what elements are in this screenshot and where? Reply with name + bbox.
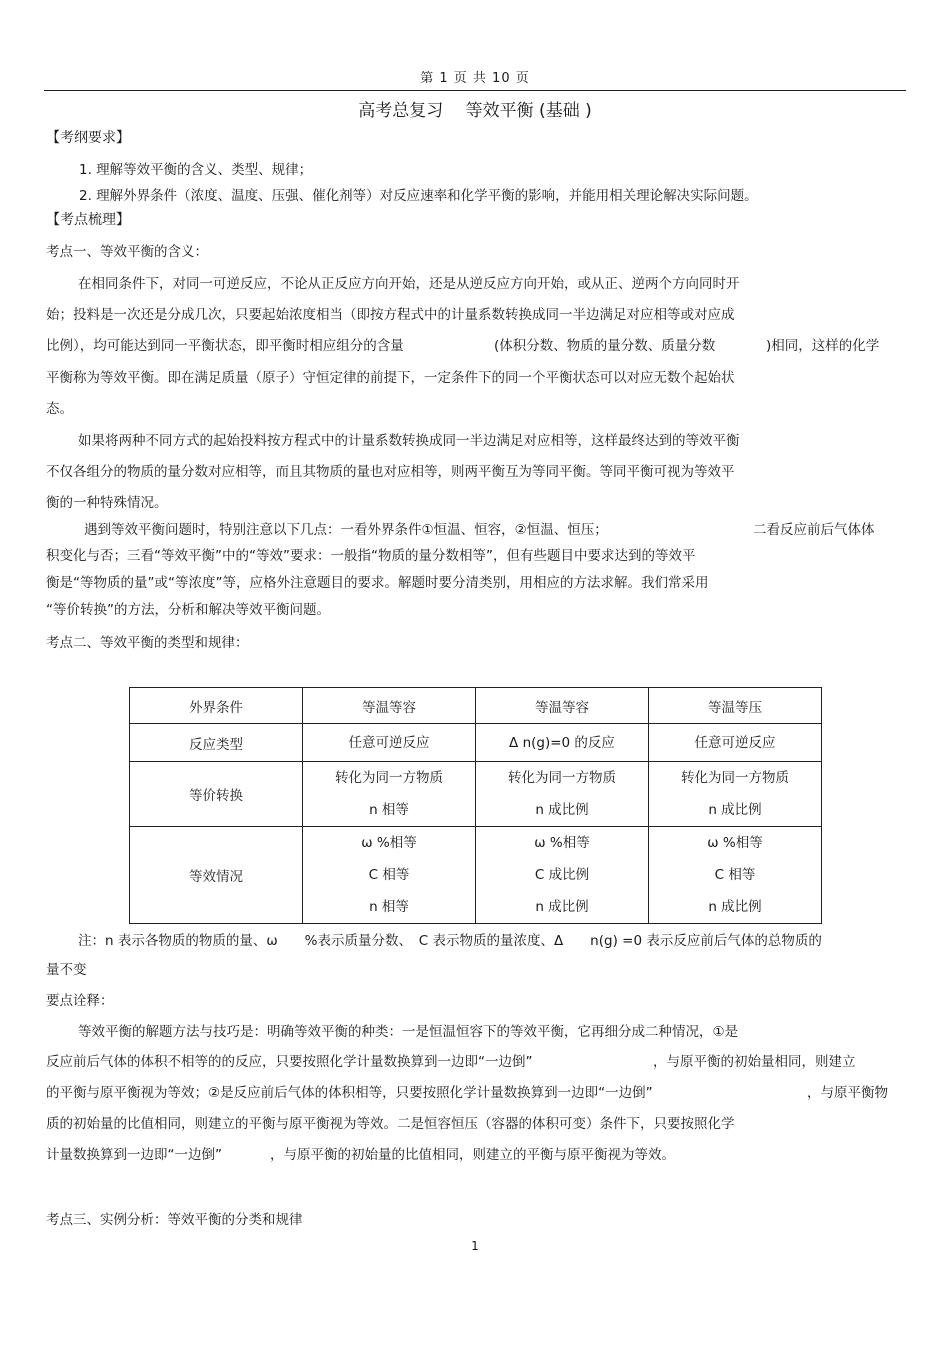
paragraph-line: (体积分数、物质的量分数、质量分数 [494,338,716,354]
cell-line: Δ n(g)=0 的反应 [509,734,615,751]
paragraph-line: 衡的一种特殊情况。 [46,495,168,511]
syllabus-item: 1. 理解等效平衡的含义、类型、规律； [79,162,313,178]
table-note: 注：n 表示各物质的物质的量、ω %表示质量分数、 C 表示物质的量浓度、Δ n(g) =0 表示反应前后气体的总物质的 [78,933,822,949]
cell-line: 转化为同一方物质 [508,770,616,786]
cell-line: n 相等 [369,899,409,915]
table-cell [303,762,476,827]
paragraph-line: ，与原平衡的初始量的比值相同，则建立的平衡与原平衡视为等效。 [270,1147,675,1163]
paragraph-line: ，与原平衡的初始量相同，则建立 [653,1054,856,1070]
row-label: 等效情况 [130,827,303,924]
paragraph-line: )相同，这样的化学 [766,338,880,354]
cell-line: n 成比例 [535,802,589,818]
paragraph-line: 的平衡与原平衡视为等效；②是反应前后气体的体积相等，只要按照化学计量数换算到一边即“一边倒” [46,1085,653,1101]
cell-line: 任意可逆反应 [694,734,776,751]
table-cell [476,724,649,762]
cell-line: 任意可逆反应 [348,734,430,751]
table-row [130,762,822,827]
cell-line: n 成比例 [535,899,589,915]
page-indicator: 第 1 页 共 10 页 [420,71,530,86]
cell-line: ω %相等 [707,835,763,851]
paragraph-line: 比例），均可能达到同一平衡状态，即平衡时相应组分的含量 [46,338,404,354]
syllabus-heading: 【考纲要求】 [46,130,130,146]
cell-line: n 相等 [369,802,409,818]
cell-line: C 相等 [368,867,410,883]
table-cell [303,827,476,924]
table-cell [476,762,649,827]
paragraph-line: 反应前后气体的体积不相等的的反应，只要按照化学计量数换算到一边即“一边倒” [46,1054,533,1070]
table-header-cell: 外界条件 [130,688,303,724]
header-divider [44,90,906,91]
review-heading: 【考点梳理】 [46,212,130,228]
paragraph-line: 等效平衡的解题方法与技巧是：明确等效平衡的种类：一是恒温恒容下的等效平衡，它再细分成二种情况，①是 [78,1024,739,1040]
point2-heading: 考点二、等效平衡的类型和规律： [46,635,249,651]
table-note: 量不变 [46,962,87,978]
paragraph-line: 衡是“等物质的量”或“等浓度”等，应格外注意题目的要求。解题时要分清类别，用相应的方法求解。我们常采用 [46,575,709,591]
cell-line: ω %相等 [361,835,417,851]
paragraph-line: 在相同条件下，对同一可逆反应，不论从正反应方向开始，还是从逆反应方向开始，或从正、逆两个方向同时开 [78,276,740,292]
table-cell [476,827,649,924]
table-cell [649,724,822,762]
paragraph-line: ，与原平衡物 [807,1085,888,1101]
syllabus-item: 2. 理解外界条件（浓度、温度、压强、催化剂等）对反应速率和化学平衡的影响，并能用相关理论解决实际问题。 [79,188,758,204]
page-number: 1 [471,1239,479,1253]
paragraph-line: 始；投料是一次还是分成几次，只要起始浓度相当（即按方程式中的计量系数转换成同一半边满足对应相等或对应成 [46,307,735,323]
table-header-cell: 等温等压 [649,688,822,724]
table-header-cell: 等温等容 [476,688,649,724]
cell-line: 转化为同一方物质 [681,770,789,786]
row-label: 反应类型 [130,724,303,762]
table-cell [303,724,476,762]
cell-line: n 成比例 [708,899,762,915]
paragraph-line: 平衡称为等效平衡。即在满足质量（原子）守恒定律的前提下，一定条件下的同一个平衡状态可以对应无数个起始状 [46,370,735,386]
paragraph-line: 质的初始量的比值相同，则建立的平衡与原平衡视为等效。二是恒容恒压（容器的体积可变）条件下，只要按照化学 [46,1116,735,1132]
point3-heading: 考点三、实例分析：等效平衡的分类和规律 [46,1212,303,1228]
paragraph-line: 遇到等效平衡问题时，特别注意以下几点：一看外界条件①恒温、恒容，②恒温、恒压； [84,522,608,538]
document-title: 高考总复习 等效平衡 (基础 ) [358,101,592,121]
row-label: 等价转换 [130,762,303,827]
cell-line: C 成比例 [534,867,590,883]
cell-line: 转化为同一方物质 [335,770,443,786]
cell-line: C 相等 [714,867,756,883]
point1-heading: 考点一、等效平衡的含义： [46,244,208,260]
table-header-row [130,688,822,724]
table-cell [649,827,822,924]
table-header-cell: 等温等容 [303,688,476,724]
paragraph-line: “等价转换”的方法，分析和解决等效平衡问题。 [46,602,330,618]
paragraph-line: 计量数换算到一边即“一边倒” [46,1147,222,1163]
cell-line: ω %相等 [534,835,590,851]
table-cell [649,762,822,827]
paragraph-line: 如果将两种不同方式的起始投料按方程式中的计量系数转换成同一半边满足对应相等，这样最终达到的等效平衡 [78,433,740,449]
paragraph-line: 积变化与否；三看“等效平衡”中的“等效”要求：一般指“物质的量分数相等”，但有些题目中要求达到的等效平 [46,548,696,564]
paragraph-line: 二看反应前后气体体 [753,522,875,538]
paragraph-line: 不仅各组分的物质的量分数对应相等，而且其物质的量也对应相等，则两平衡互为等同平衡。等同平衡可视为等效平 [46,464,735,480]
cell-line: n 成比例 [708,802,762,818]
table-row [130,827,822,924]
equilibrium-types-table [129,687,822,924]
key-points-heading: 要点诠释： [46,993,114,1009]
table-row [130,724,822,762]
paragraph-line: 态。 [46,401,73,417]
